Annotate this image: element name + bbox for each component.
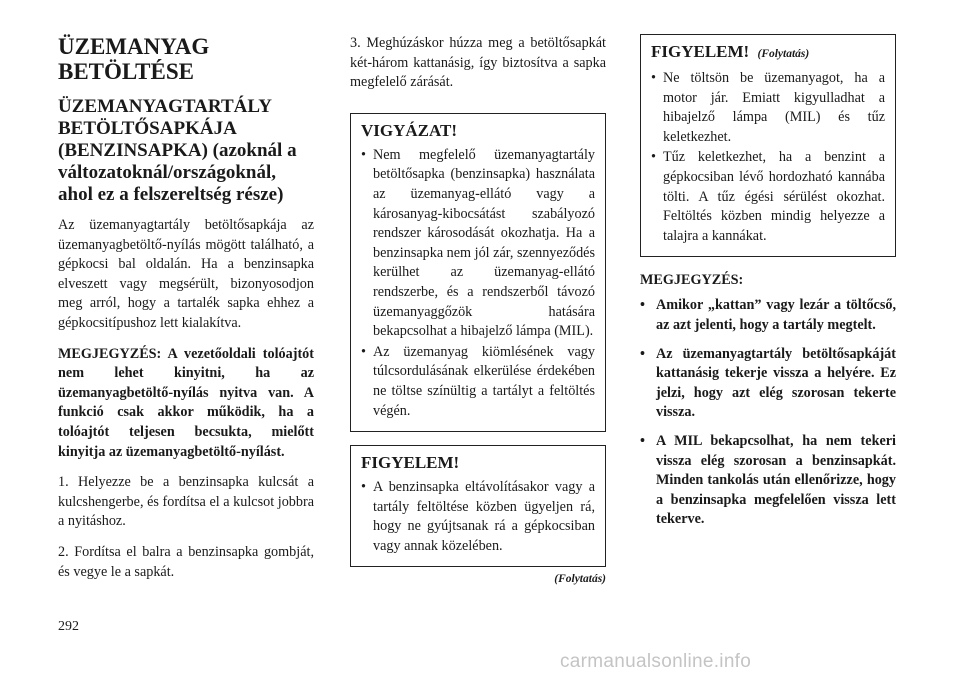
- note-item: • Az üzemanyagtartály betöltősapkáját kattanásig tekerje vissza a helyére. Ez jelzi, hogy azt elég szorosan tekerte vissza.: [640, 345, 896, 423]
- warning-title-text: FIGYELEM!: [651, 42, 750, 61]
- warning-title-continued: [651, 41, 885, 65]
- warning-box-continued: [640, 34, 896, 257]
- watermark-text: carmanualsonline.info: [560, 651, 752, 672]
- notes-list: [640, 296, 896, 530]
- note-item: • A MIL bekapcsolhat, ha nem tekeri vissza elég szorosan a benzinsapkát. Minden tankolás után ellenőrizze, hogy a benzinsapka megfelelően vissza lett tekerve.: [640, 432, 896, 530]
- step-2: 2. Fordítsa el balra a benzinsapka gombját, és vegye le a sapkát.: [58, 543, 314, 580]
- warning-item: • Ne töltsön be üzemanyagot, ha a motor jár. Emiatt kigyulladhat a hibajelző lámpa (MIL) és tűz keletkezhet.: [651, 69, 885, 147]
- continued-label: (Folytatás): [554, 573, 606, 586]
- caution-item: • Az üzemanyag kiömlésének vagy túlcsordulásának elkerülése érdekében ne töltse színültig a tartályt a feltöltés végén.: [361, 343, 595, 421]
- note-paragraph: MEGJEGYZÉS: A vezetőoldali tolóajtót nem lehet kinyitni, ha az üzemanyagbetöltő-nyílás nyitva van. A funkció csak akkor működik, ha a tolóajtót teljesen becsukta, mielőtt kinyitja az üzemanyagbetöltő-nyílást.: [58, 345, 314, 460]
- right-column: [640, 34, 896, 539]
- continued-marker: (Folytatás): [757, 48, 810, 60]
- warning-box: [350, 445, 606, 567]
- intro-paragraph: Az üzemanyagtartály betöltősapkája az üzemanyagbetöltő-nyílás mögött található, a gépkocsi bal oldalán. Ha a benzinsapka elveszett vagy megsérült, bizonyosodjon meg arról, hogy a tartalék sapka ehhez a gépkocsitípushoz lett kialakítva.: [58, 217, 314, 331]
- step-1: 1. Helyezze be a benzinsapka kulcsát a kulcshengerbe, és fordítsa el a kulcsot jobbra a nyitáshoz.: [58, 474, 314, 530]
- warning-title: FIGYELEM!: [361, 453, 460, 473]
- section-title: ÜZEMANYAG BETÖLTÉSE: [58, 34, 210, 84]
- notes-title: MEGJEGYZÉS:: [640, 272, 744, 289]
- note-item: • Amikor „kattan” vagy lezár a töltőcső, az azt jelenti, hogy a tartály megtelt.: [640, 296, 896, 335]
- middle-column: [350, 34, 606, 585]
- left-column: [58, 34, 314, 593]
- caution-title: VIGYÁZAT!: [361, 120, 458, 140]
- warning-item: • Tűz keletkezhet, ha a benzint a gépkocsiban lévő hordozható kannába tölti. A tűz égési sérülést okozhat. Feltöltés közben mindig helyezze a talajra a kannákat.: [651, 148, 885, 246]
- warning-item: • A benzinsapka eltávolításakor vagy a tartály feltöltése közben ügyeljen rá, hogy ne gyújtsanak rá a gépkocsiban vagy annak közelében.: [361, 478, 595, 556]
- step-3: 3. Meghúzáskor húzza meg a betöltősapkát két-három kattanásig, így biztosítva a sapka megfelelő zárását.: [350, 35, 606, 91]
- caution-item: • Nem megfelelő üzemanyagtartály betöltősapka (benzinsapka) használata az üzemanyag-ellátó vagy a károsanyag-kibocsátást szabályozó rendszer károsodását okozhatja. Ha a benzinsapka nem jól zár, szennyeződés kerülhet az üzemanyag-ellátó rendszerbe, és a rendszerből távozó üzemanyaggőzök hatására bekapcsolhat a hibajelző lámpa (MIL).: [361, 146, 595, 342]
- page-number: 292: [58, 619, 79, 634]
- section-subtitle: ÜZEMANYAGTARTÁLY BETÖLTŐSAPKÁJA (BENZINSAPKA) (azoknál a változatoknál/országoknál, ahol ez a felszereltség része): [58, 96, 297, 205]
- caution-box: [350, 113, 606, 432]
